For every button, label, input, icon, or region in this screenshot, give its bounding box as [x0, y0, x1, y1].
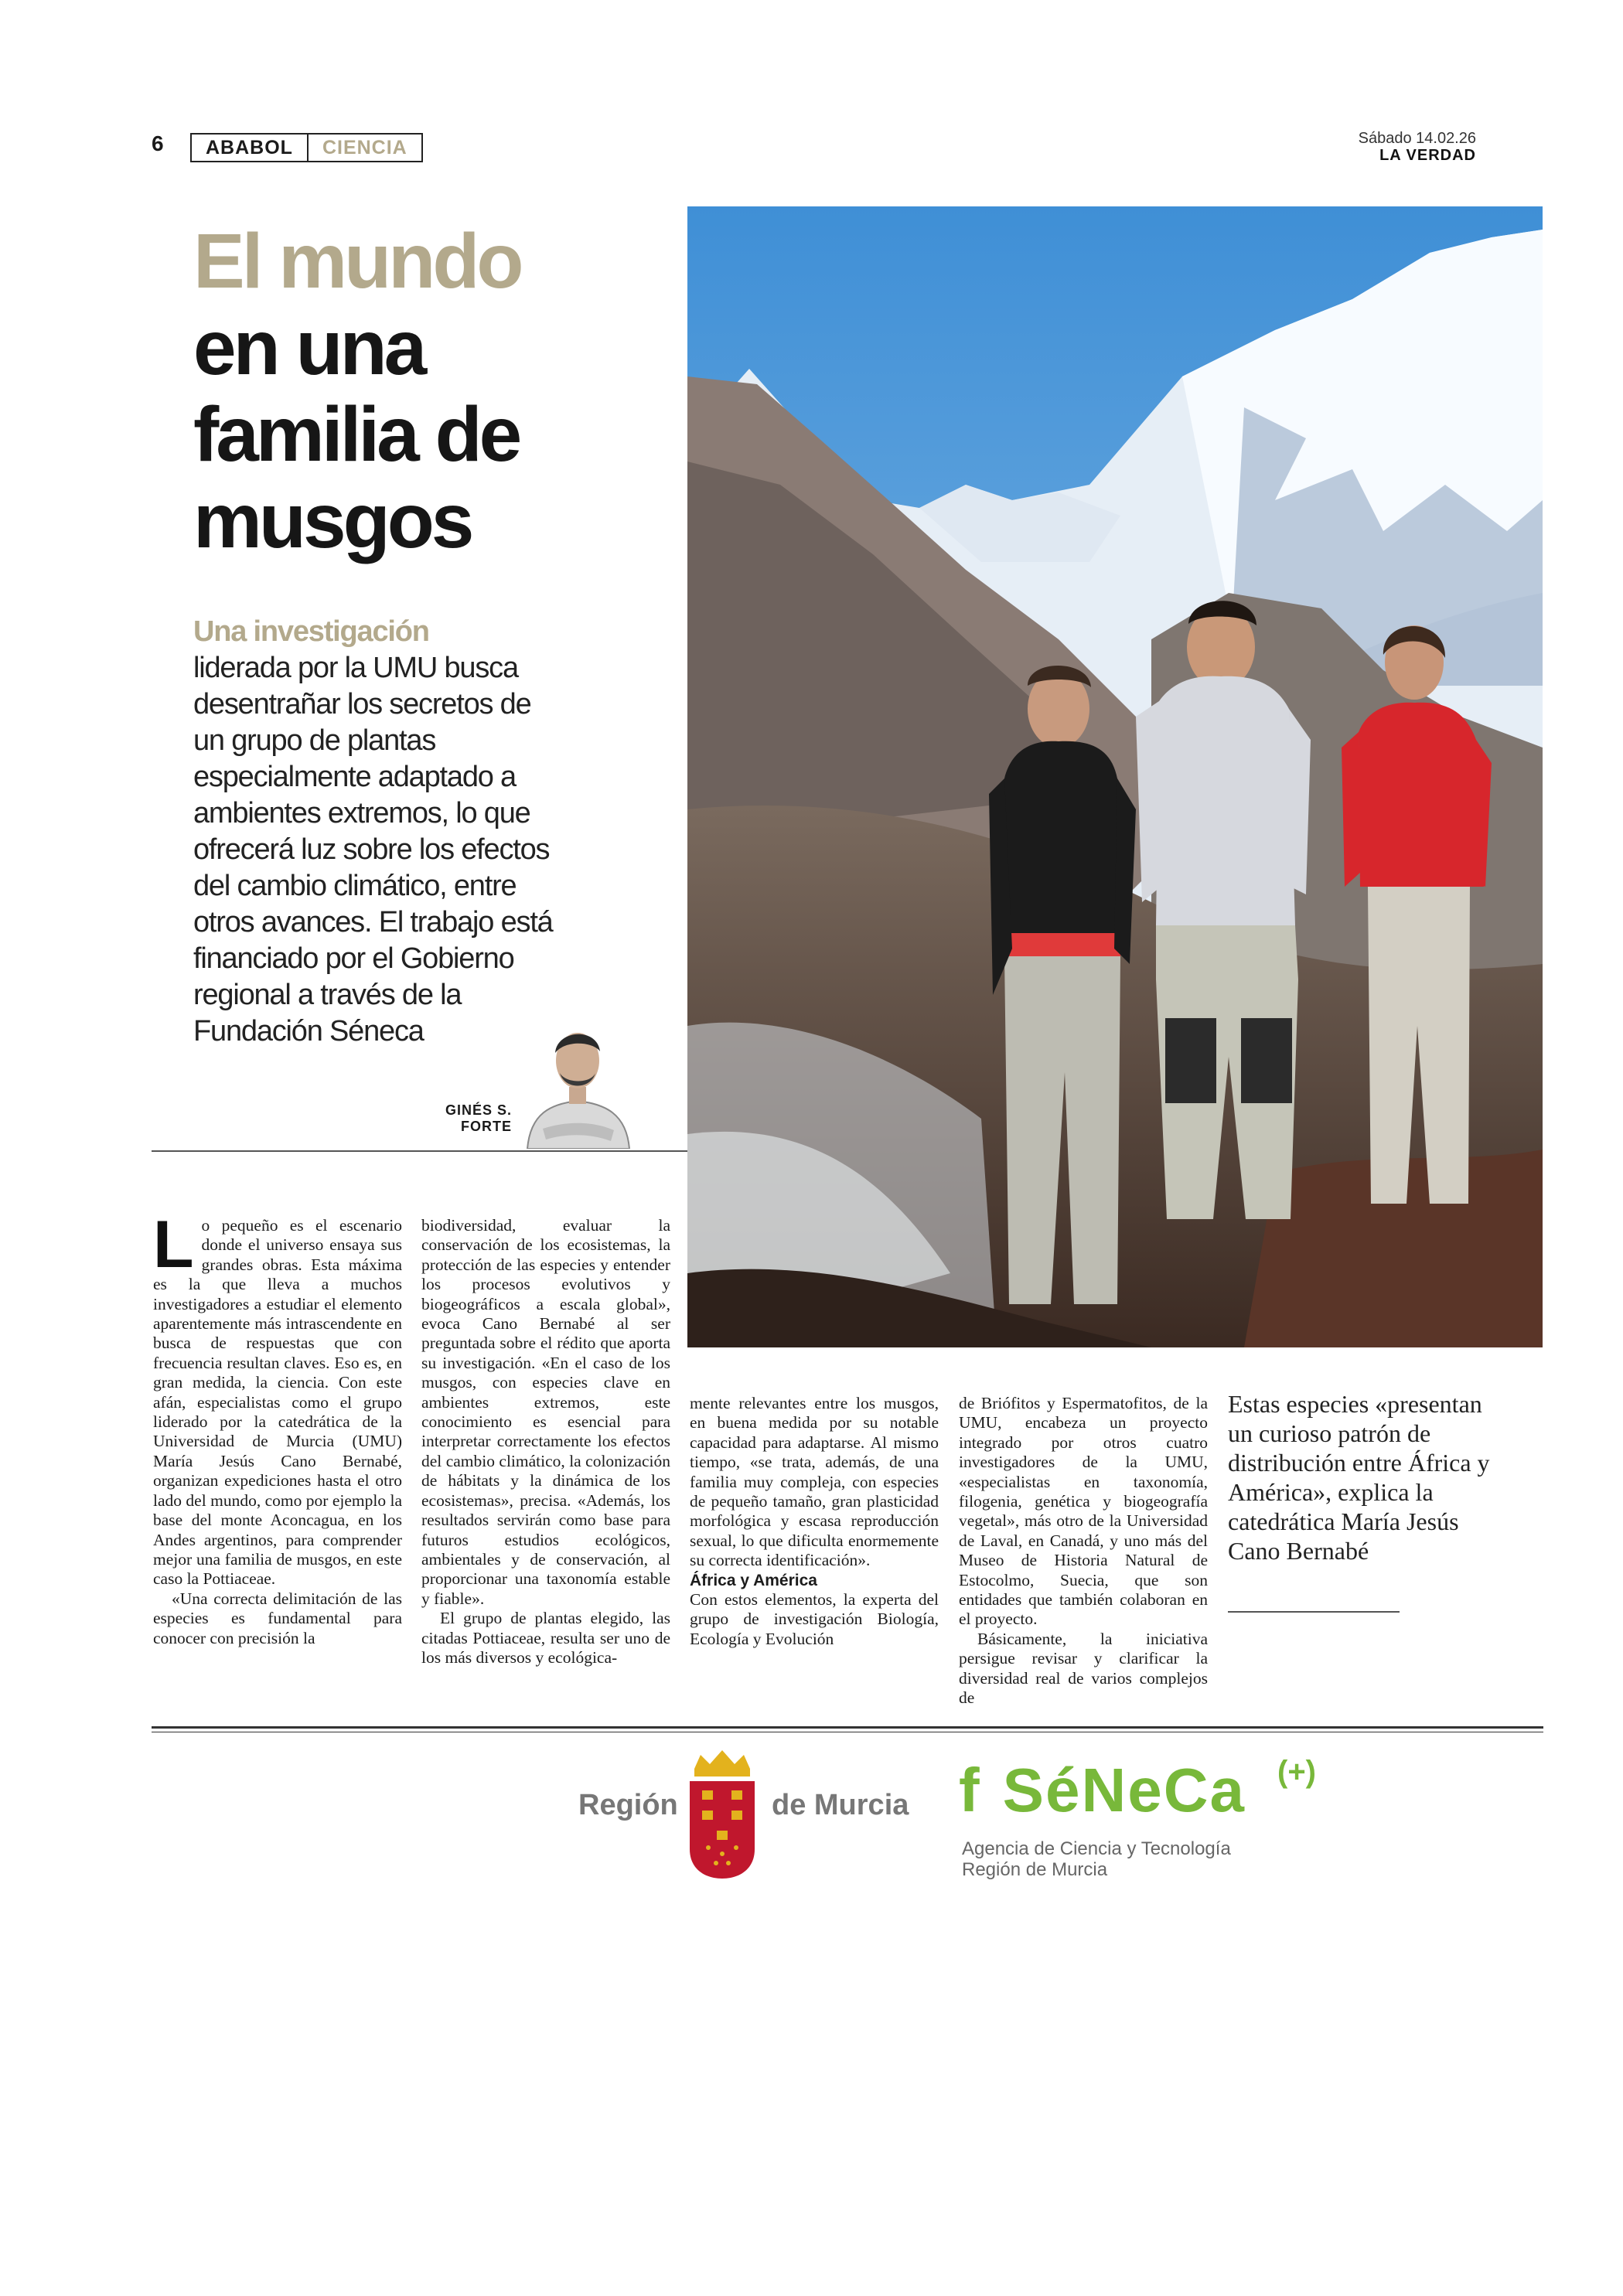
author-portrait [520, 1013, 636, 1149]
paragraph: Con estos elementos, la experta del grupo de investigación Biología, Ecología y Evolución [690, 1590, 939, 1648]
date-text: Sábado 14.02.26 [1358, 130, 1476, 147]
body-column-2 [421, 1216, 670, 1667]
paragraph: Básicamente, la iniciativa persigue revisar y clarificar la diversidad real de varios complejos de [959, 1629, 1208, 1708]
seneca-subtitle [962, 1838, 1231, 1880]
seneca-f-icon: f [959, 1756, 981, 1824]
paragraph-text: o pequeño es el escenario donde el universo ensaya sus grandes obras. Esta máxima es la que lleva a muchos investigadores a estudiar el elemento aparentemente más intrascendente en busca de respuestas que con frecuencia resultan claves. Eso es, en gran medida, la ciencia. Con este afán, especialistas como el grupo liderado por la catedrática de la Universidad de Murcia (UMU) María Jesús Cano Bernabé, organizan expediciones hasta el otro lado del mundo, como por ejemplo la base del monte Aconcagua, en los Andes argentinos, para comprender mejor una familia de musgos, en este caso la Pottiaceae. [153, 1216, 402, 1589]
headline-line-2: en una [193, 305, 425, 391]
section-label [190, 133, 423, 162]
seneca-subtitle-line-1: Agencia de Ciencia y Tecnología [962, 1838, 1231, 1859]
footer-rule [152, 1726, 1543, 1729]
byline-last: FORTE [461, 1119, 512, 1134]
body-column-3 [690, 1394, 939, 1649]
mountain-team-photo [687, 206, 1543, 1347]
body-column-1 [153, 1208, 402, 1648]
headline-line-4: musgos [193, 478, 472, 564]
seneca-subtitle-line-2: Región de Murcia [962, 1859, 1108, 1880]
region-text-right: de Murcia [772, 1789, 909, 1821]
drop-cap: L [153, 1208, 194, 1282]
byline-first: GINÉS S. [445, 1102, 512, 1118]
subsection-name: CIENCIA [307, 135, 421, 161]
issue-date [1359, 130, 1476, 164]
paragraph: «Una correcta delimitación de las especies es fundamental para conocer con precisión la [153, 1589, 402, 1647]
seneca-name: SéNeCa [1002, 1756, 1246, 1824]
headline-line-1: El mundo [193, 218, 521, 305]
seneca-logo [959, 1755, 1246, 1826]
paragraph: biodiversidad, evaluar la conservación de los ecosistemas, la protección de las especies y entender los procesos evolutivos y biogeográficos a escala global», evoca Cano Bernabé al ser preguntada sobre el rédito que aporta su investigación. «En el caso de los musgos, con especies clave en ambientes extremos, este conocimiento es esencial para interpretar correctamente los efectos del cambio climático, la colonización de hábitats y la dinámica de los ecosistemas», precisa. «Además, los resultados servirán como base para futuros estudios ecológicos, ambientales y de conservación, al proporcionar una taxonomía estable y fiable». [421, 1216, 670, 1608]
paragraph [153, 1208, 402, 1589]
region-text-left: Región [578, 1789, 678, 1821]
headline [193, 218, 688, 564]
byline [402, 1102, 512, 1135]
region-murcia-logo [578, 1749, 911, 1880]
pull-quote: Estas especies «presentan un curioso patrón de distribución entre África y América», explica la catedrática María Jesús Cano Bernabé [1228, 1390, 1490, 1565]
seneca-plus: (+) [1277, 1755, 1316, 1789]
pull-quote-rule [1228, 1611, 1400, 1613]
section-subtitle: África y América [690, 1571, 817, 1589]
subhead-kicker: Una investigación [193, 615, 429, 648]
publication-name: LA VERDAD [1379, 147, 1476, 164]
section-name: ABABOL [206, 136, 293, 158]
body-column-4 [959, 1394, 1208, 1708]
headline-line-3: familia de [193, 391, 520, 478]
region-murcia-crest-icon [685, 1749, 759, 1880]
byline-rule [152, 1150, 688, 1152]
paragraph: de Briófitos y Espermatofitos, de la UMU, encabeza un proyecto integrado por otros cuatro investigadores de la UMU, «especialistas en taxonomía, filogenia, genética y biogeografía vegetal», más otro de la Universidad de Laval, en Canadá, y uno más del Museo de Historia Natural de Estocolmo, Suecia, que son entidades que también colaboran en el proyecto. [959, 1394, 1208, 1629]
paragraph: mente relevantes entre los musgos, en buena medida por su notable capacidad para adaptarse. Al mismo tiempo, «se trata, además, de una familia muy compleja, con especies de pequeño tamaño, gran plasticidad morfológica y escasa reproducción sexual, lo que dificulta enormemente su correcta identificación». [690, 1394, 939, 1570]
paragraph: El grupo de plantas elegido, las citadas Pottiaceae, resulta ser uno de los más diversos y ecológica- [421, 1609, 670, 1667]
subhead [193, 614, 564, 1050]
subhead-text: liderada por la UMU busca desentrañar los secretos de un grupo de plantas especialmente adaptado a ambientes extremos, lo que ofrecerá luz sobre los efectos del cambio climático, entre otros avances. El trabajo está financiado por el Gobierno regional a través de la Fundación Séneca [193, 652, 553, 1048]
page-number: 6 [152, 131, 164, 155]
